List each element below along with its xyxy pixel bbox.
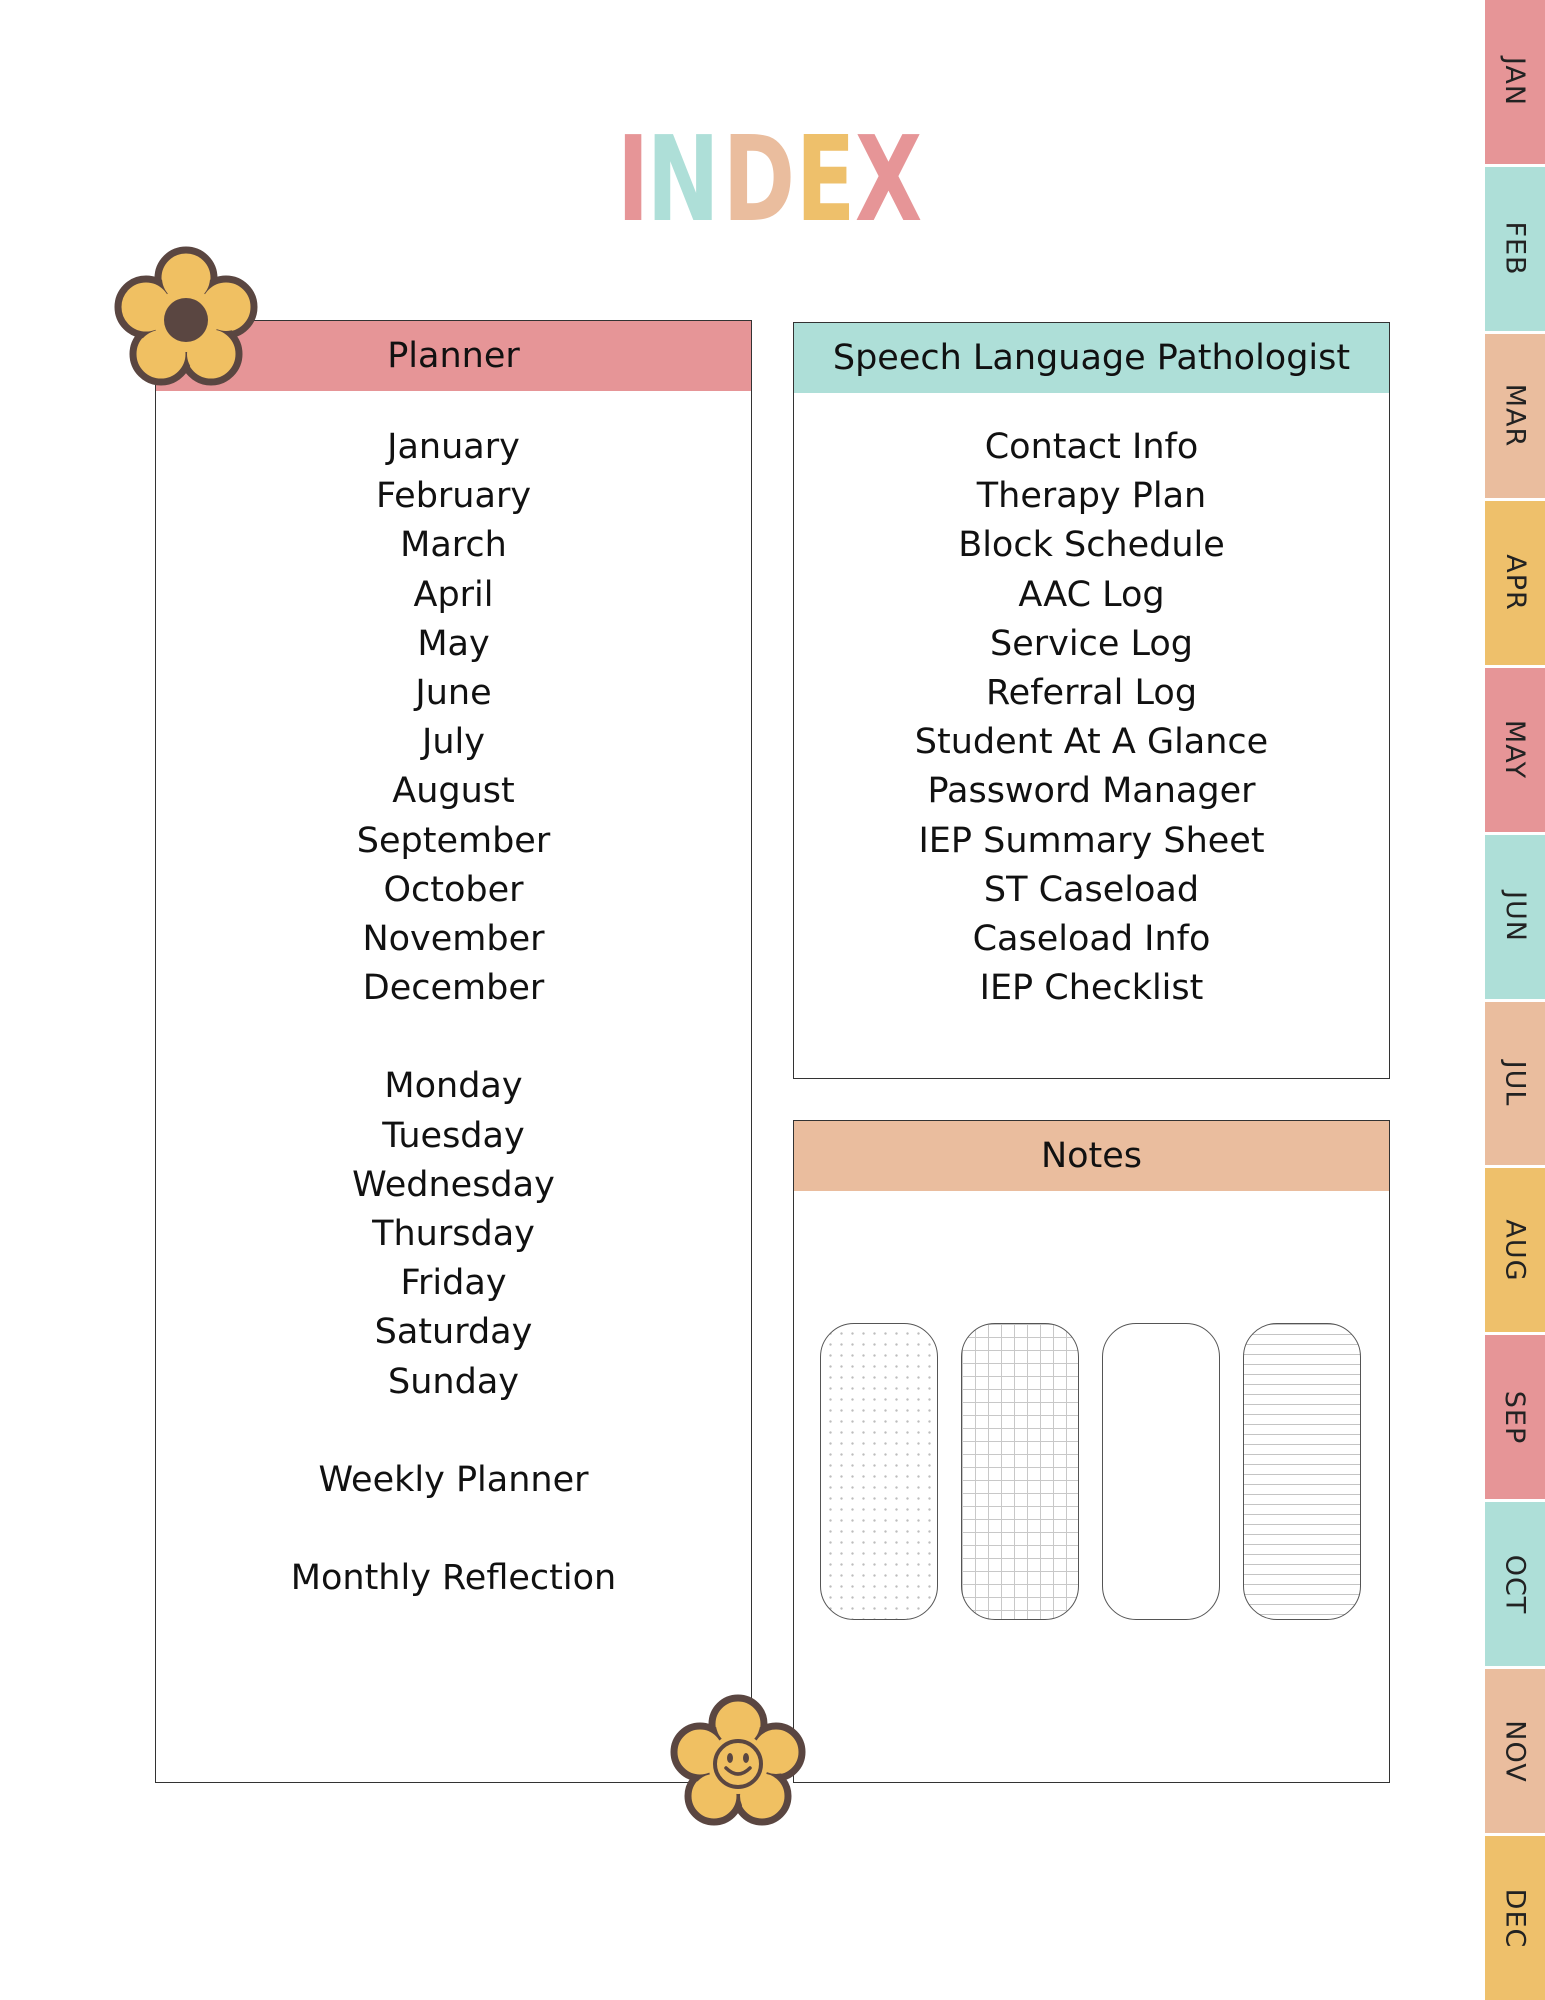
slp-panel [793, 322, 1390, 1079]
slp-list [794, 423, 1389, 1013]
tab-label: FEB [1499, 221, 1531, 276]
slp-header: Speech Language Pathologist [794, 323, 1389, 393]
grid-notes-button[interactable] [961, 1323, 1079, 1620]
day-link-saturday[interactable]: Saturday [374, 1312, 533, 1353]
flower-icon [104, 238, 268, 402]
month-link-december[interactable]: December [362, 968, 545, 1009]
tab-feb[interactable] [1485, 167, 1545, 334]
slp-link-referral-log[interactable]: Referral Log [985, 673, 1198, 714]
month-link-october[interactable]: October [383, 869, 524, 910]
slp-link-password-manager[interactable]: Password Manager [927, 771, 1256, 812]
title-letter: D [722, 111, 791, 249]
slp-link-block-schedule[interactable]: Block Schedule [958, 525, 1225, 566]
smiley-flower-icon [662, 1688, 814, 1840]
month-link-january[interactable]: January [387, 427, 520, 467]
planner-list [156, 423, 751, 1603]
tab-label: OCT [1499, 1554, 1531, 1615]
day-link-thursday[interactable]: Thursday [372, 1214, 535, 1255]
day-link-friday[interactable]: Friday [400, 1263, 507, 1304]
title-letter: N [646, 111, 716, 249]
tab-label: DEC [1499, 1888, 1531, 1948]
month-link-april[interactable]: April [413, 574, 494, 615]
slp-link-iep-summary-sheet[interactable]: IEP Summary Sheet [918, 820, 1265, 861]
tab-dec[interactable] [1485, 1836, 1545, 2000]
lined-notes-button[interactable] [1243, 1323, 1361, 1620]
day-link-tuesday[interactable]: Tuesday [382, 1115, 525, 1156]
day-link-monday[interactable]: Monday [384, 1066, 523, 1107]
title-letter: I [617, 111, 646, 249]
blank-notes-button[interactable] [1102, 1323, 1220, 1620]
slp-link-aac-log[interactable]: AAC Log [1018, 574, 1165, 615]
tab-jul[interactable] [1485, 1002, 1545, 1169]
tab-label: APR [1499, 554, 1531, 611]
slp-link-iep-checklist[interactable]: IEP Checklist [979, 968, 1204, 1009]
tab-mar[interactable] [1485, 334, 1545, 501]
planner-panel [155, 320, 752, 1783]
month-link-may[interactable]: May [417, 623, 490, 664]
tab-nov[interactable] [1485, 1669, 1545, 1836]
index-title [610, 111, 930, 249]
tab-jan[interactable] [1485, 0, 1545, 167]
spacer [156, 1407, 751, 1456]
slp-link-therapy-plan[interactable]: Therapy Plan [976, 476, 1207, 517]
title-letter: E [795, 111, 851, 249]
tab-label: NOV [1499, 1719, 1531, 1783]
tab-label: JAN [1499, 57, 1531, 107]
tab-aug[interactable] [1485, 1168, 1545, 1335]
tab-label: MAY [1499, 720, 1531, 780]
tab-apr[interactable] [1485, 501, 1545, 668]
slp-link-caseload-info[interactable]: Caseload Info [972, 919, 1211, 960]
notes-header: Notes [794, 1121, 1389, 1191]
planner-header: Planner [156, 321, 751, 391]
slp-link-contact-info[interactable]: Contact Info [984, 427, 1199, 467]
tab-oct[interactable] [1485, 1502, 1545, 1669]
notes-panel [793, 1120, 1390, 1783]
month-link-june[interactable]: June [415, 673, 492, 714]
day-link-sunday[interactable]: Sunday [388, 1361, 519, 1402]
tab-may[interactable] [1485, 668, 1545, 835]
tab-sep[interactable] [1485, 1335, 1545, 1502]
dot-grid-notes-button[interactable] [820, 1323, 938, 1620]
tab-label: JUL [1499, 1060, 1531, 1107]
tab-label: SEP [1499, 1390, 1531, 1445]
month-link-february[interactable]: February [375, 476, 532, 517]
tab-label: JUN [1499, 891, 1531, 943]
month-link-november[interactable]: November [362, 919, 545, 960]
month-link-august[interactable]: August [392, 771, 515, 812]
month-link-september[interactable]: September [356, 820, 551, 861]
tab-jun[interactable] [1485, 835, 1545, 1002]
weekly-planner-link[interactable]: Weekly Planner [318, 1459, 589, 1500]
month-tabs [1485, 0, 1545, 2000]
slp-link-student-at-a-glance[interactable]: Student At A Glance [914, 722, 1269, 763]
day-link-wednesday[interactable]: Wednesday [352, 1164, 555, 1205]
month-link-march[interactable]: March [400, 525, 507, 566]
month-link-july[interactable]: July [422, 722, 485, 763]
tab-label: AUG [1499, 1219, 1531, 1282]
tab-label: MAR [1499, 384, 1531, 448]
slp-link-st-caseload[interactable]: ST Caseload [983, 869, 1200, 910]
slp-link-service-log[interactable]: Service Log [990, 623, 1193, 664]
spacer [156, 1505, 751, 1554]
monthly-reflection-link[interactable]: Monthly Reflection [290, 1558, 617, 1599]
spacer [156, 1013, 751, 1062]
title-letter: X [855, 111, 918, 249]
